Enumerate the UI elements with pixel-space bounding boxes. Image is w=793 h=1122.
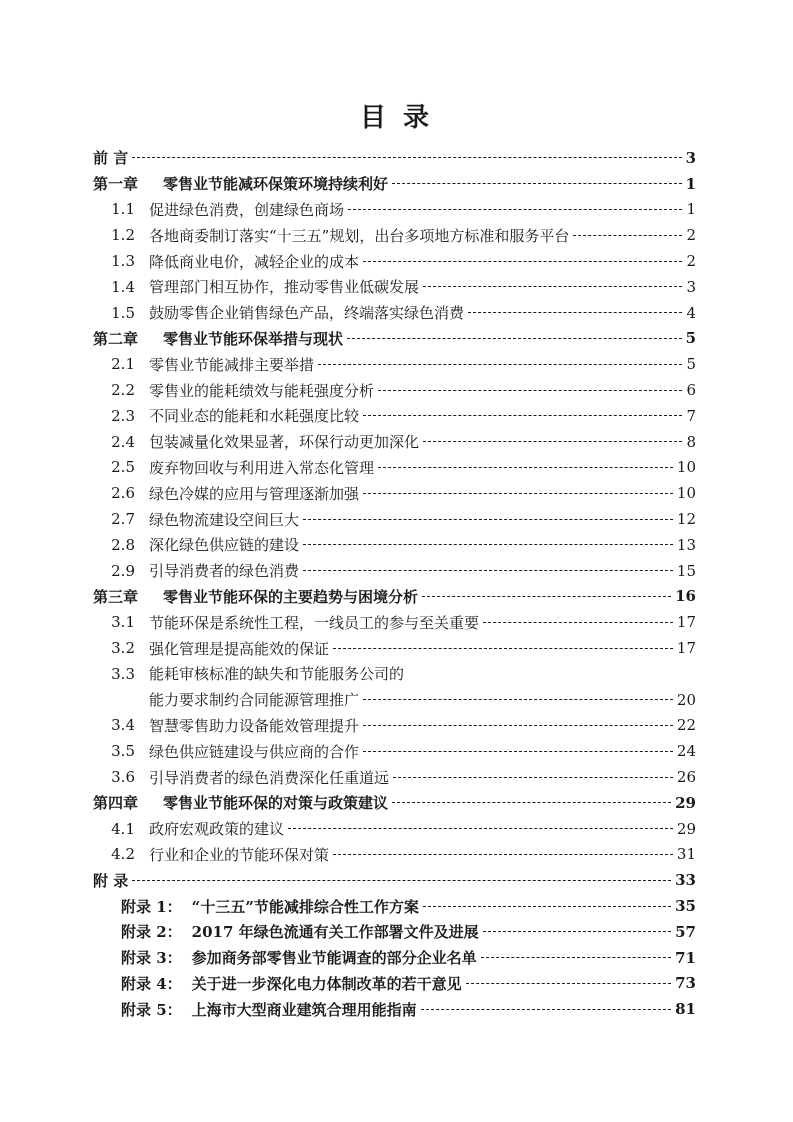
dot-leader xyxy=(466,983,671,984)
toc-entry-section[interactable] xyxy=(93,842,696,868)
entry-title: 管理部门相互协作，推动零售业低碳发展 xyxy=(149,278,420,297)
dot-leader xyxy=(392,183,682,184)
entry-title: 上海市大型商业建筑合理用能指南 xyxy=(191,1000,417,1019)
page-number: 1 xyxy=(685,174,696,193)
dot-leader xyxy=(363,699,673,700)
entry-title: 废弃物回收与利用进入常态化管理 xyxy=(149,458,375,477)
dot-leader xyxy=(363,415,682,416)
dot-leader xyxy=(423,906,671,907)
entry-title: 强化管理是提高能效的保证 xyxy=(149,639,330,658)
page-number: 8 xyxy=(686,432,696,451)
dot-leader xyxy=(378,467,673,468)
dot-leader xyxy=(347,338,682,339)
toc-entry-section[interactable] xyxy=(93,506,696,532)
toc-entry-section[interactable] xyxy=(93,609,696,635)
dot-leader xyxy=(393,777,673,778)
toc-entry-section[interactable] xyxy=(93,764,696,790)
toc-entry-section[interactable] xyxy=(93,197,696,223)
entry-title: 绿色供应链建设与供应商的合作 xyxy=(149,742,360,761)
dot-leader xyxy=(468,312,682,313)
toc-entry-section[interactable] xyxy=(93,816,696,842)
toc-entry-section[interactable] xyxy=(93,300,696,326)
toc-entry-section[interactable] xyxy=(93,661,696,687)
entry-title: 绿色物流建设空间巨大 xyxy=(149,510,300,529)
toc-entry-section[interactable] xyxy=(93,377,696,403)
page-number: 29 xyxy=(676,819,696,838)
section-number: 2.6 xyxy=(111,484,135,503)
entry-title: 智慧零售助力设备能效管理提升 xyxy=(149,716,360,735)
page-number: 81 xyxy=(675,1000,696,1019)
section-number: 3.4 xyxy=(111,716,135,735)
chapter-number: 第四章 xyxy=(93,794,139,813)
section-number: 4.2 xyxy=(111,845,135,864)
page-number: 20 xyxy=(676,690,696,709)
dot-leader xyxy=(422,596,671,597)
toc-entry-appendix-item[interactable] xyxy=(93,996,696,1022)
section-number: 1.4 xyxy=(111,277,135,296)
page-number: 10 xyxy=(676,458,696,477)
page-number: 2 xyxy=(686,252,696,271)
entry-title: 2017 年绿色流通有关工作部署文件及进展 xyxy=(191,923,479,942)
toc-entry-section[interactable] xyxy=(93,351,696,377)
section-number: 2.3 xyxy=(111,406,135,425)
dot-leader xyxy=(303,570,673,571)
section-number: 2.8 xyxy=(111,535,135,554)
chapter-number: 第二章 xyxy=(93,329,139,348)
page-number: 3 xyxy=(685,148,696,167)
appendix-number: 附录 5： xyxy=(121,1000,182,1019)
dot-leader xyxy=(423,286,682,287)
dot-leader xyxy=(303,544,673,545)
page-number: 6 xyxy=(686,381,696,400)
section-number: 1.1 xyxy=(111,200,135,219)
dot-leader xyxy=(392,802,671,803)
entry-label: 附 录 xyxy=(93,871,129,890)
toc-entry-section[interactable] xyxy=(93,558,696,584)
entry-title: 零售业节能减环保策环境持续利好 xyxy=(163,175,389,194)
page-number: 22 xyxy=(676,716,696,735)
toc-entry-section[interactable] xyxy=(93,532,696,558)
toc-entry-preface[interactable] xyxy=(93,145,696,171)
entry-title: 参加商务部零售业节能调查的部分企业名单 xyxy=(191,949,477,968)
page-number: 57 xyxy=(675,922,696,941)
toc-entry-section[interactable] xyxy=(93,455,696,481)
toc-entry-section[interactable] xyxy=(93,480,696,506)
page-number: 24 xyxy=(676,742,696,761)
page-number: 73 xyxy=(675,974,696,993)
page-number: 35 xyxy=(675,897,696,915)
entry-title: 绿色冷媒的应用与管理逐渐加强 xyxy=(149,484,360,503)
section-number: 2.5 xyxy=(111,458,135,477)
entry-title-continued: 能力要求制约合同能源管理推广 xyxy=(149,691,360,710)
page-number: 5 xyxy=(686,355,696,374)
page-number: 7 xyxy=(686,406,696,425)
page-number: 1 xyxy=(686,200,696,219)
toc-entry-section[interactable] xyxy=(93,222,696,248)
section-number: 2.4 xyxy=(111,432,135,451)
page-number: 10 xyxy=(676,484,696,503)
toc-entry-section[interactable] xyxy=(93,738,696,764)
dot-leader xyxy=(483,622,673,623)
page-number: 4 xyxy=(686,303,696,322)
dot-leader xyxy=(348,209,682,210)
page-number: 26 xyxy=(676,768,696,787)
dot-leader xyxy=(481,957,671,958)
entry-title: 能耗审核标准的缺失和节能服务公司的 xyxy=(149,665,405,684)
page-number: 29 xyxy=(675,793,696,812)
entry-title: 零售业节能环保的对策与政策建议 xyxy=(163,794,389,813)
section-number: 2.7 xyxy=(111,510,135,529)
entry-title: 零售业的能耗绩效与能耗强度分析 xyxy=(149,381,375,400)
dot-leader xyxy=(483,931,671,932)
entry-title: 行业和企业的节能环保对策 xyxy=(149,845,330,864)
toc-entry-section[interactable] xyxy=(93,248,696,274)
dot-leader xyxy=(288,828,673,829)
page-number: 2 xyxy=(686,226,696,245)
section-number: 3.3 xyxy=(111,664,135,683)
page-number: 33 xyxy=(675,871,696,890)
entry-title: 鼓励零售企业销售绿色产品，终端落实绿色消费 xyxy=(149,304,465,323)
section-number: 2.9 xyxy=(111,561,135,580)
entry-title: 各地商委制订落实“十三五”规划，出台多项地方标准和服务平台 xyxy=(149,226,570,245)
dot-leader xyxy=(132,157,681,158)
page-number: 13 xyxy=(676,535,696,554)
entry-title: 节能环保是系统性工程，一线员工的参与至关重要 xyxy=(149,613,480,632)
section-number: 4.1 xyxy=(111,819,135,838)
section-number: 3.1 xyxy=(111,613,135,632)
dot-leader xyxy=(318,364,682,365)
page-number: 5 xyxy=(685,329,696,348)
page-number: 3 xyxy=(686,277,696,296)
appendix-number: 附录 4： xyxy=(121,974,182,993)
dot-leader xyxy=(132,880,671,881)
toc-entry-appendix-item[interactable] xyxy=(93,945,696,971)
entry-title: 零售业节能环保的主要趋势与困境分析 xyxy=(163,587,419,606)
chapter-number: 第一章 xyxy=(93,175,139,194)
appendix-number: 附录 2： xyxy=(121,923,182,942)
toc-entry-chapter-1[interactable] xyxy=(93,171,696,197)
dot-leader xyxy=(363,751,673,752)
entry-title: 包装减量化效果显著，环保行动更加深化 xyxy=(149,433,420,452)
toc-entry-appendix[interactable] xyxy=(93,867,696,893)
section-number: 1.2 xyxy=(111,226,135,245)
dot-leader xyxy=(303,519,673,520)
toc-entry-section[interactable] xyxy=(93,403,696,429)
toc-entry-appendix-item[interactable] xyxy=(93,919,696,945)
appendix-number: 附录 3： xyxy=(121,949,182,968)
dot-leader xyxy=(423,441,682,442)
entry-title: 不同业态的能耗和水耗强度比较 xyxy=(149,407,360,426)
section-number: 3.5 xyxy=(111,742,135,761)
entry-title: 深化绿色供应链的建设 xyxy=(149,536,300,555)
page-number: 31 xyxy=(676,845,696,864)
toc-entry-chapter-2[interactable] xyxy=(93,326,696,352)
entry-title: 引导消费者的绿色消费 xyxy=(149,562,300,581)
entry-title: 引导消费者的绿色消费深化任重道远 xyxy=(149,768,390,787)
toc-entry-section-continued[interactable] xyxy=(93,687,696,713)
section-number: 1.3 xyxy=(111,252,135,271)
entry-title: 关于进一步深化电力体制改革的若干意见 xyxy=(191,974,462,993)
section-number: 2.2 xyxy=(111,381,135,400)
section-number: 3.6 xyxy=(111,768,135,787)
section-number: 3.2 xyxy=(111,639,135,658)
page-number: 16 xyxy=(675,587,696,606)
page-title: 目 录 xyxy=(359,103,434,133)
page-number: 17 xyxy=(676,639,696,658)
entry-title: 降低商业电价，减轻企业的成本 xyxy=(149,252,360,271)
section-number: 2.1 xyxy=(111,355,135,374)
toc-entry-section[interactable] xyxy=(93,713,696,739)
dot-leader xyxy=(333,648,673,649)
entry-title: 零售业节能环保举措与现状 xyxy=(163,329,344,348)
page-number: 17 xyxy=(676,613,696,632)
page-number: 71 xyxy=(675,948,696,967)
toc-entry-section[interactable] xyxy=(93,635,696,661)
page-number: 15 xyxy=(676,561,696,580)
toc-entry-section[interactable] xyxy=(93,274,696,300)
dot-leader xyxy=(573,235,682,236)
dot-leader xyxy=(363,725,673,726)
dot-leader xyxy=(363,493,673,494)
toc-entry-appendix-item[interactable] xyxy=(93,893,696,919)
appendix-number: 附录 1： xyxy=(121,897,182,916)
dot-leader xyxy=(333,854,673,855)
toc-entry-appendix-item[interactable] xyxy=(93,971,696,997)
entry-title: 零售业节能减排主要举措 xyxy=(149,355,315,374)
toc-entry-section[interactable] xyxy=(93,429,696,455)
entry-title: “十三五”节能减排综合性工作方案 xyxy=(191,897,419,916)
dot-leader xyxy=(421,1009,671,1010)
page-number: 12 xyxy=(676,510,696,529)
section-number: 1.5 xyxy=(111,303,135,322)
toc-entry-chapter-4[interactable] xyxy=(93,790,696,816)
entry-title: 促进绿色消费，创建绿色商场 xyxy=(149,200,345,219)
chapter-number: 第三章 xyxy=(93,587,139,606)
entry-label: 前 言 xyxy=(93,149,129,168)
table-of-contents xyxy=(93,145,696,1022)
toc-entry-chapter-3[interactable] xyxy=(93,584,696,610)
dot-leader xyxy=(363,261,682,262)
dot-leader xyxy=(378,390,682,391)
entry-title: 政府宏观政策的建议 xyxy=(149,820,285,839)
